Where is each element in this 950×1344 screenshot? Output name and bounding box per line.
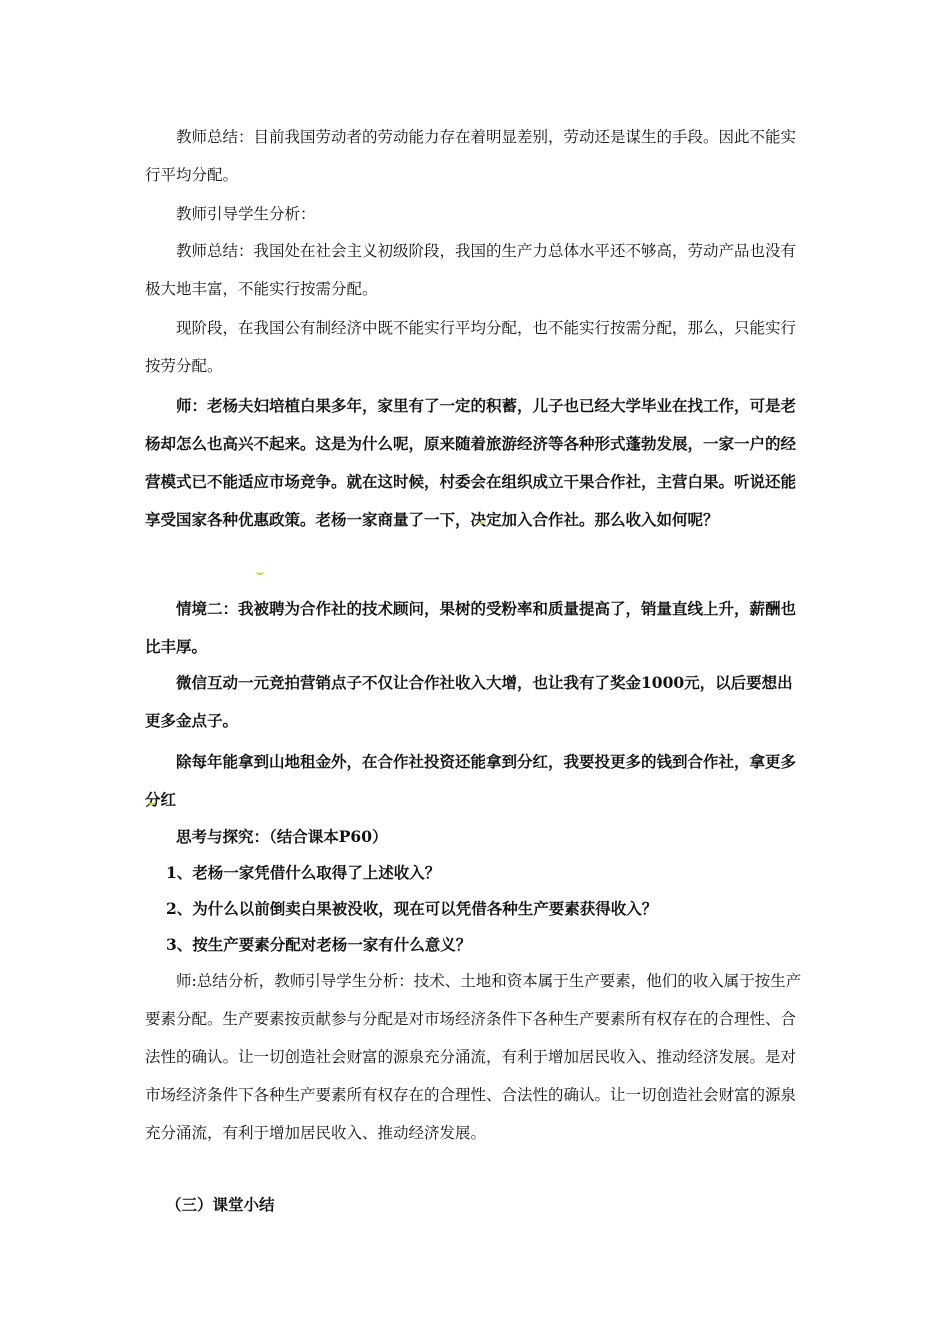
question-3: 3、按生产要素分配对老杨一家有什么意义？ <box>166 935 472 954</box>
question-1: 1、老杨一家凭借什么取得了上述收入？ <box>166 863 441 882</box>
paragraph-wechat-auction: 微信互动一元竞拍营销点子不仅让合作社收入大增，也让我有了奖金1000元，以后要想出更多金点子。 <box>145 673 793 730</box>
paragraph-rent-dividend: 除每年能拿到山地租金外，在合作社投资还能拿到分红，我要投更多的钱到合作社，拿更多分红 <box>145 752 797 809</box>
paragraph-teacher-guide: 教师引导学生分析： <box>176 205 316 223</box>
paragraph-scenario-yang: 师：老杨夫妇培植白果多年，家里有了一定的积蓄，儿子也已经大学毕业在找工作，可是老杨却怎么也高兴不起来。这是为什么呢，原来随着旅游经济等各种形式蓬勃发展，一家一户的经营模式已不能适应市场竞争。就在这时候，村委会在组织成立干果合作社，主营白果。听说还能享受国家各种优惠政策。老杨一家商量了一下，决定加入合作社。那么收入如何呢？ <box>145 396 797 529</box>
paragraph-teacher-summary-1: 教师总结：目前我国劳动者的劳动能力存在着明显差别，劳动还是谋生的手段。因此不能实行平均分配。 <box>145 128 797 184</box>
paragraph-current-stage: 现阶段，在我国公有制经济中既不能实行平均分配，也不能实行按需分配，那么，只能实行按劳分配。 <box>145 319 797 375</box>
question-2: 2、为什么以前倒卖白果被没收，现在可以凭借各种生产要素获得收入？ <box>166 899 658 918</box>
paragraph-final-summary: 师:总结分析，教师引导学生分析：技术、土地和资本属于生产要素，他们的收入属于按生产要素分配。生产要素按贡献参与分配是对市场经济条件下各种生产要素所有权存在的合理性、合法性的确认。让一切创造社会财富的源泉充分涌流，有利于增加居民收入、推动经济发展。是对市场经济条件下各种生产要素所有权存在的合理性、合法性的确认。让一切创造社会财富的源泉充分涌流，有利于增加居民收入、推动经济发展。 <box>145 972 802 1142</box>
annotation-mark <box>256 570 264 575</box>
paragraph-teacher-summary-2: 教师总结：我国处在社会主义初级阶段，我国的生产力总体水平还不够高，劳动产品也没有极大地丰富，不能实行按需分配。 <box>145 242 797 298</box>
think-explore-heading: 思考与探究：（结合课本P60） <box>176 827 388 846</box>
paragraph-scenario-two: 情境二：我被聘为合作社的技术顾问，果树的受粉率和质量提高了，销量直线上升，薪酬也比丰厚。 <box>145 599 797 656</box>
section-heading-summary: （三）课堂小结 <box>166 1195 275 1214</box>
